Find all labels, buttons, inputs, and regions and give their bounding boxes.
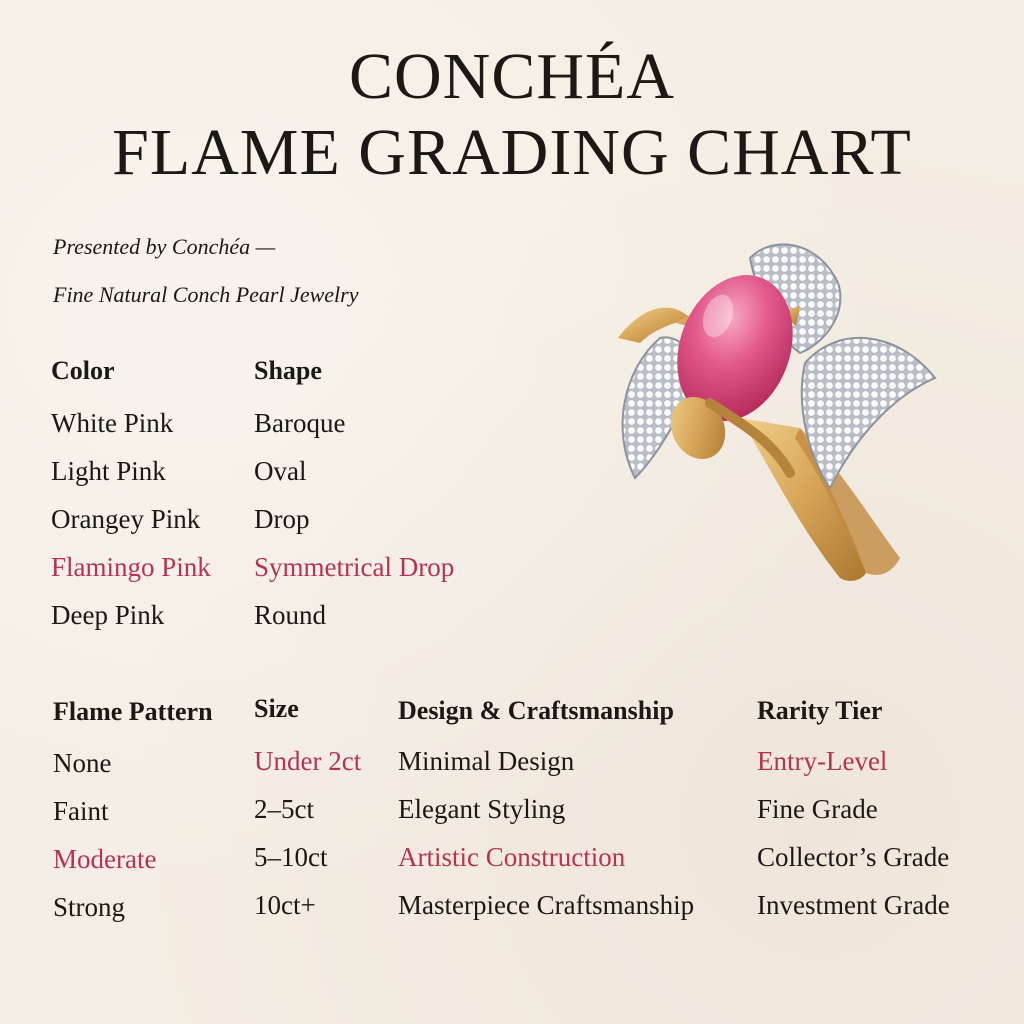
shape-cell: Oval [254, 456, 307, 486]
size-cell: 2–5ct [254, 794, 314, 824]
size-cell-highlighted: Under 2ct [254, 746, 362, 776]
size-cell: 10ct+ [254, 890, 316, 920]
size-cell: 5–10ct [254, 842, 328, 872]
color-cell: White Pink [51, 408, 174, 438]
rarity-cell-highlighted: Entry-Level [757, 746, 888, 776]
rarity-cell: Collector’s Grade [757, 842, 950, 872]
chart-title: FLAME GRADING CHART [112, 116, 912, 189]
header-flame-pattern: Flame Pattern [53, 697, 213, 726]
design-cell: Minimal Design [398, 746, 575, 776]
color-cell-highlighted: Flamingo Pink [51, 552, 211, 582]
design-cell: Masterpiece Craftsmanship [398, 890, 695, 920]
color-cell: Orangey Pink [51, 504, 201, 534]
color-cell: Deep Pink [51, 600, 165, 630]
flame-pattern-cell-highlighted: Moderate [53, 844, 157, 874]
header-shape: Shape [254, 356, 322, 385]
rarity-cell: Investment Grade [757, 890, 950, 920]
gold-sprig [618, 308, 690, 343]
diamond-leaf-right [802, 338, 935, 488]
shape-cell-highlighted: Symmetrical Drop [254, 552, 455, 582]
flame-pattern-cell: Strong [53, 892, 126, 922]
brand-title: CONCHÉA [348, 40, 675, 113]
flame-pattern-cell: None [53, 748, 112, 778]
header-size: Size [254, 694, 299, 723]
design-cell-highlighted: Artistic Construction [398, 842, 626, 872]
rarity-cell: Fine Grade [757, 794, 878, 824]
color-cell: Light Pink [51, 456, 166, 486]
tagline-presented-by: Presented by Conchéa — [53, 234, 276, 259]
header-design-craftsmanship: Design & Craftsmanship [398, 696, 674, 725]
header-color: Color [51, 356, 115, 385]
flame-pattern-cell: Faint [53, 796, 109, 826]
design-cell: Elegant Styling [398, 794, 566, 824]
header-rarity-tier: Rarity Tier [757, 696, 883, 725]
shape-cell: Baroque [254, 408, 346, 438]
tagline-description: Fine Natural Conch Pearl Jewelry [53, 282, 359, 307]
conch-pearl-ring-image [600, 228, 960, 598]
shape-cell: Round [254, 600, 327, 630]
shape-cell: Drop [254, 504, 310, 534]
